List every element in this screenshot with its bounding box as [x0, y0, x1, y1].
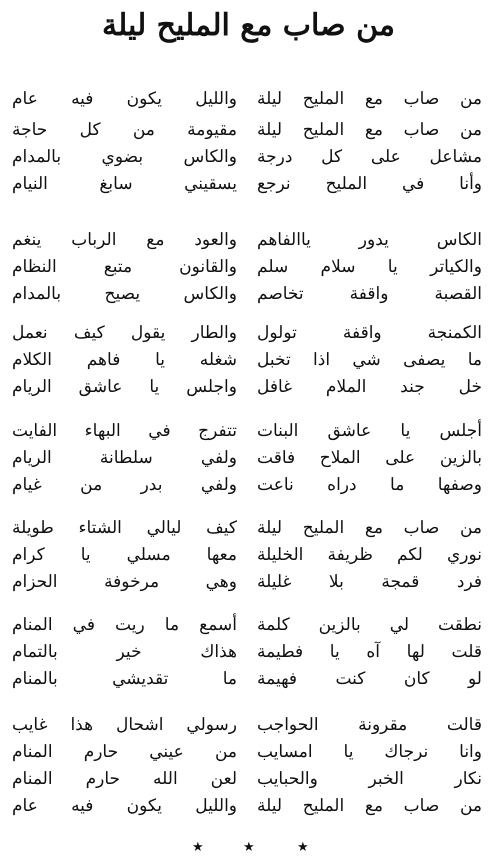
verse-line	[0, 639, 497, 666]
verse-first-hemistich: من صاب مع المليح ليلة	[257, 120, 482, 140]
verse-first-hemistich: وأنا في المليح نرجع	[257, 174, 482, 194]
verse-first-hemistich: قالت مقرونة الحواجب	[257, 715, 482, 735]
verse-line	[0, 569, 497, 596]
verse-line	[0, 712, 497, 739]
stanza	[0, 612, 497, 693]
verse-second-hemistich: ولفي سلطانة الريام	[12, 448, 237, 468]
verse-second-hemistich: والعود مع الرباب ينغم	[12, 230, 237, 250]
verse-line	[0, 766, 497, 793]
verse-first-hemistich: أجلس يا عاشق البنات	[257, 421, 482, 441]
verse-line	[0, 347, 497, 374]
verse-line	[0, 227, 497, 254]
verse-first-hemistich: نكار الخبر والحبايب	[257, 769, 482, 789]
stanza	[0, 515, 497, 596]
verse-second-hemistich: والقانون متبع النظام	[12, 257, 237, 277]
verse-second-hemistich: معها مسلي يا كرام	[12, 545, 237, 565]
verse-line	[0, 666, 497, 693]
verse-second-hemistich: من عيني حارم المنام	[12, 742, 237, 762]
verse-second-hemistich: والليل يكون فيه عام	[12, 89, 237, 109]
verse-second-hemistich: كيف ليالي الشتاء طويلة	[12, 518, 237, 538]
verse-line	[0, 739, 497, 766]
verse-second-hemistich: لعن الله حارم المنام	[12, 769, 237, 789]
verse-first-hemistich: والكياتر يا سلام سلم	[257, 257, 482, 277]
stanza	[0, 712, 497, 820]
verse-first-hemistich: بالزين على الملاح فاقت	[257, 448, 482, 468]
verse-line	[0, 171, 497, 198]
verse-first-hemistich: وصفها ما دراه ناعت	[257, 475, 482, 495]
verse-second-hemistich: يسقيني سابغ النيام	[12, 174, 237, 194]
verse-line	[0, 793, 497, 820]
verse-second-hemistich: والطار يقول كيف نعمل	[12, 323, 237, 343]
verse-second-hemistich: والكاس بضوي بالمدام	[12, 147, 237, 167]
verse-first-hemistich: فرد قمجة بلا غليلة	[257, 572, 482, 592]
verse-first-hemistich: نطقت لي بالزين كلمة	[257, 615, 482, 635]
verse-second-hemistich: واجلس يا عاشق الريام	[12, 377, 237, 397]
footer-stars	[0, 838, 497, 858]
verse-line	[0, 86, 497, 113]
verse-line	[0, 612, 497, 639]
stanza	[0, 227, 497, 308]
verse-second-hemistich: ولفي بدر من غيام	[12, 475, 237, 495]
verse-line	[0, 445, 497, 472]
verse-second-hemistich: والليل يكون فيه عام	[12, 796, 237, 816]
verse-line	[0, 542, 497, 569]
verse-line	[0, 472, 497, 499]
verse-line	[0, 374, 497, 401]
verse-first-hemistich: الكاس يدور ياالفاهم	[257, 230, 482, 250]
verse-first-hemistich: الكمنجة واقفة تولول	[257, 323, 482, 343]
verse-first-hemistich: خل جند الملام غافل	[257, 377, 482, 397]
stanza	[0, 320, 497, 401]
verse-second-hemistich: وهي مرخوفة الحزام	[12, 572, 237, 592]
verse-first-hemistich: وانا نرجاك يا امسايب	[257, 742, 482, 762]
verse-second-hemistich: تتفرج في البهاء الفايت	[12, 421, 237, 441]
verse-first-hemistich: نوري لكم ظريفة الخليلة	[257, 545, 482, 565]
verse-line	[0, 418, 497, 445]
verse-line	[0, 281, 497, 308]
verse-line	[0, 144, 497, 171]
verse-line	[0, 254, 497, 281]
verse-second-hemistich: هذاك خير بالتمام	[12, 642, 237, 662]
verse-second-hemistich: والكاس يصيح بالمدام	[12, 284, 237, 304]
verse-first-hemistich: من صاب مع المليح ليلة	[257, 518, 482, 538]
verse-line	[0, 320, 497, 347]
verse-first-hemistich: القصبة واقفة تخاصم	[257, 284, 482, 304]
poem-title: من صاب مع المليح ليلة	[102, 8, 395, 43]
verse-second-hemistich: أسمع ما ريت في المنام	[12, 615, 237, 635]
verse-second-hemistich: ما تقديشي بالمنام	[12, 669, 237, 689]
verse-first-hemistich: ما يصفى شي اذا تخبل	[257, 350, 482, 370]
verse-first-hemistich: من صاب مع المليح ليلة	[257, 89, 482, 109]
verse-second-hemistich: شغله يا فاهم الكلام	[12, 350, 237, 370]
star-icon: ★	[243, 840, 255, 855]
stanza	[0, 418, 497, 499]
verse-line	[0, 117, 497, 144]
verse-first-hemistich: لو كان كنت فهيمة	[257, 669, 482, 689]
stanza	[0, 86, 497, 113]
verse-second-hemistich: مقيومة من كل حاجة	[12, 120, 237, 140]
verse-first-hemistich: من صاب مع المليح ليلة	[257, 796, 482, 816]
verse-line	[0, 515, 497, 542]
stanza	[0, 117, 497, 198]
verse-first-hemistich: قلت لها آه يا فطيمة	[257, 642, 482, 662]
star-icon: ★	[192, 840, 204, 855]
star-icon: ★	[297, 840, 309, 855]
verse-first-hemistich: مشاعل على كل درجة	[257, 147, 482, 167]
verse-second-hemistich: رسولي اشحال هذا غايب	[12, 715, 237, 735]
